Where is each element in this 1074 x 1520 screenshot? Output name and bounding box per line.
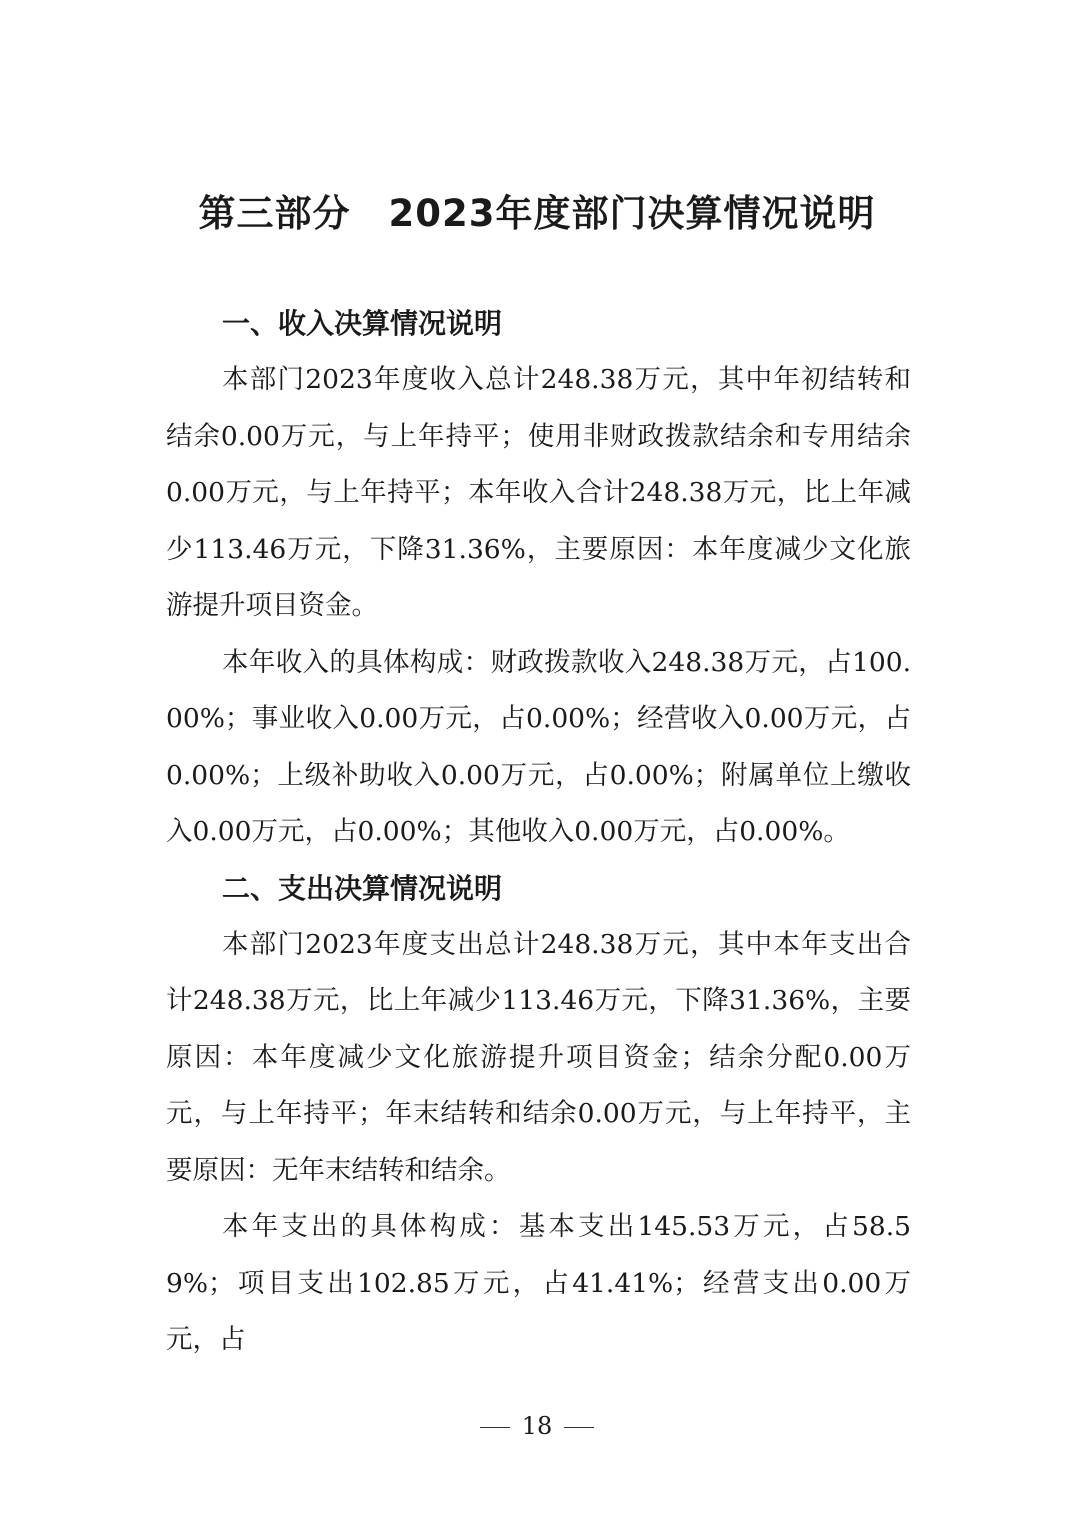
section-heading-income: 一、收入决算情况说明 bbox=[222, 307, 503, 340]
page-number: 18 bbox=[521, 1412, 553, 1440]
paragraph-income-composition: 本年收入的具体构成：财政拨款收入248.38万元，占100.00%；事业收入0.00万元，占0.00%；经营收入0.00万元，占0.00%；上级补助收入0.00万元，占0.00%；附属单位上缴收入0.00万元，占0.00%；其他收入0.00万元，占0.00%。 bbox=[166, 646, 911, 847]
footer-dash-right bbox=[564, 1427, 594, 1428]
page-footer bbox=[0, 1406, 1074, 1446]
section-heading-expenditure: 二、支出决算情况说明 bbox=[222, 871, 503, 905]
paragraph-income-summary: 本部门2023年度收入总计248.38万元，其中年初结转和结余0.00万元，与上年持平；使用非财政拨款结余和专用结余0.00万元，与上年持平；本年收入合计248.38万元，比上年减少113.46万元，下降31.36%，主要原因：本年度减少文化旅游提升项目资金。 bbox=[166, 364, 911, 621]
paragraph-expenditure-composition: 本年支出的具体构成：基本支出145.53万元，占58.59%；项目支出102.85万元，占41.41%；经营支出0.00万元，占 bbox=[166, 1211, 911, 1355]
document-body bbox=[166, 296, 911, 1369]
paragraph-expenditure-summary: 本部门2023年度支出总计248.38万元，其中本年支出合计248.38万元，比上年减少113.46万元，下降31.36%，主要原因：本年度减少文化旅游提升项目资金；结余分配0.00万元，与上年持平；年末结转和结余0.00万元，与上年持平，主要原因：无年末结转和结余。 bbox=[166, 928, 911, 1186]
page-title: 第三部分 2023年度部门决算情况说明 bbox=[198, 192, 876, 235]
footer-dash-left bbox=[480, 1427, 510, 1428]
